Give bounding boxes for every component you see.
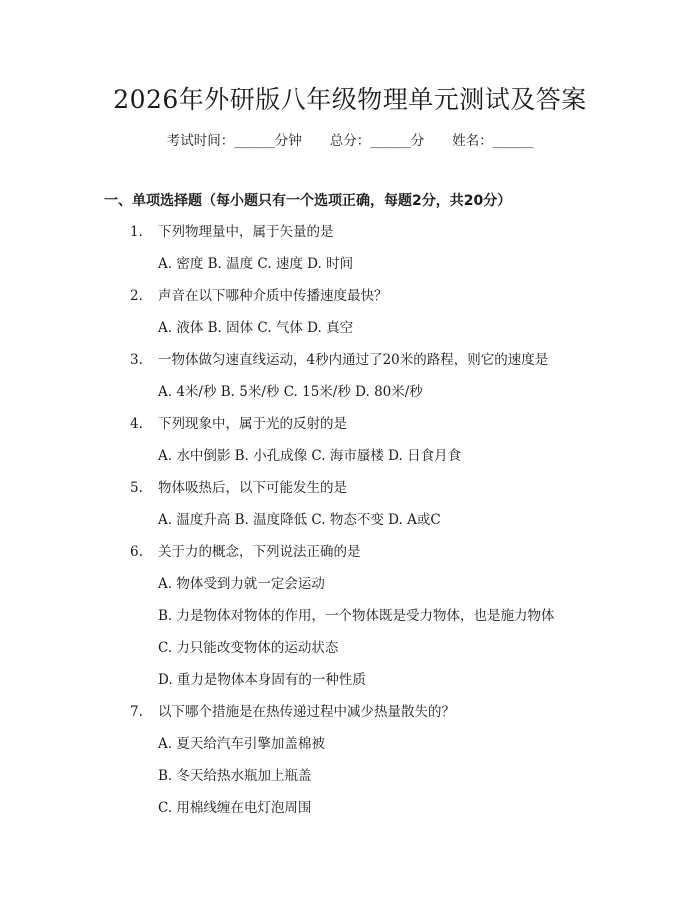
question-number: 7.	[130, 704, 143, 720]
question-7	[130, 702, 455, 722]
section-heading: 一、单项选择题（每小题只有一个选项正确，每题2分，共20分）	[104, 193, 512, 209]
question-5-options: A. 温度升高 B. 温度降低 C. 物态不变 D. A或C	[158, 512, 441, 528]
question-7-option-a: A. 夏天给汽车引擎加盖棉被	[158, 736, 325, 752]
question-6-option-c: C. 力只能改变物体的运动状态	[158, 640, 339, 656]
question-number: 6.	[130, 544, 143, 560]
exam-time-field: 考试时间：______分钟	[166, 133, 302, 149]
question-6-option-d: D. 重力是物体本身固有的一种性质	[158, 672, 366, 688]
question-2-options: A. 液体 B. 固体 C. 气体 D. 真空	[158, 320, 354, 336]
question-number: 3.	[130, 352, 143, 368]
question-3	[130, 350, 548, 370]
page-title: 2026年外研版八年级物理单元测试及答案	[113, 85, 587, 114]
question-4-options: A. 水中倒影 B. 小孔成像 C. 海市蜃楼 D. 日食月食	[158, 448, 462, 464]
question-text: 以下哪个措施是在热传递过程中减少热量散失的？	[158, 704, 455, 720]
total-score-field: 总分：______分	[329, 133, 425, 149]
question-2	[130, 286, 388, 306]
question-6-option-a: A. 物体受到力就一定会运动	[158, 576, 325, 592]
student-name-field: 姓名：______	[452, 133, 534, 149]
question-4	[130, 414, 347, 434]
question-text: 一物体做匀速直线运动，4秒内通过了20米的路程，则它的速度是	[158, 352, 549, 368]
question-1	[130, 222, 334, 242]
question-6	[130, 542, 361, 562]
question-number: 2.	[130, 288, 143, 304]
question-number: 1.	[130, 224, 143, 240]
question-text: 关于力的概念，下列说法正确的是	[158, 544, 361, 560]
exam-meta	[0, 131, 700, 151]
question-1-options: A. 密度 B. 温度 C. 速度 D. 时间	[158, 256, 354, 272]
question-text: 下列现象中，属于光的反射的是	[158, 416, 347, 432]
question-7-option-b: B. 冬天给热水瓶加上瓶盖	[158, 768, 312, 784]
question-text: 物体吸热后，以下可能发生的是	[158, 480, 347, 496]
question-5	[130, 478, 347, 498]
question-3-options: A. 4米/秒 B. 5米/秒 C. 15米/秒 D. 80米/秒	[158, 384, 423, 400]
question-number: 5.	[130, 480, 143, 496]
question-text: 声音在以下哪种介质中传播速度最快？	[158, 288, 388, 304]
question-6-option-b: B. 力是物体对物体的作用，一个物体既是受力物体，也是施力物体	[158, 608, 555, 624]
question-number: 4.	[130, 416, 143, 432]
question-7-option-c: C. 用棉线缠在电灯泡周围	[158, 800, 312, 816]
question-text: 下列物理量中，属于矢量的是	[158, 224, 334, 240]
